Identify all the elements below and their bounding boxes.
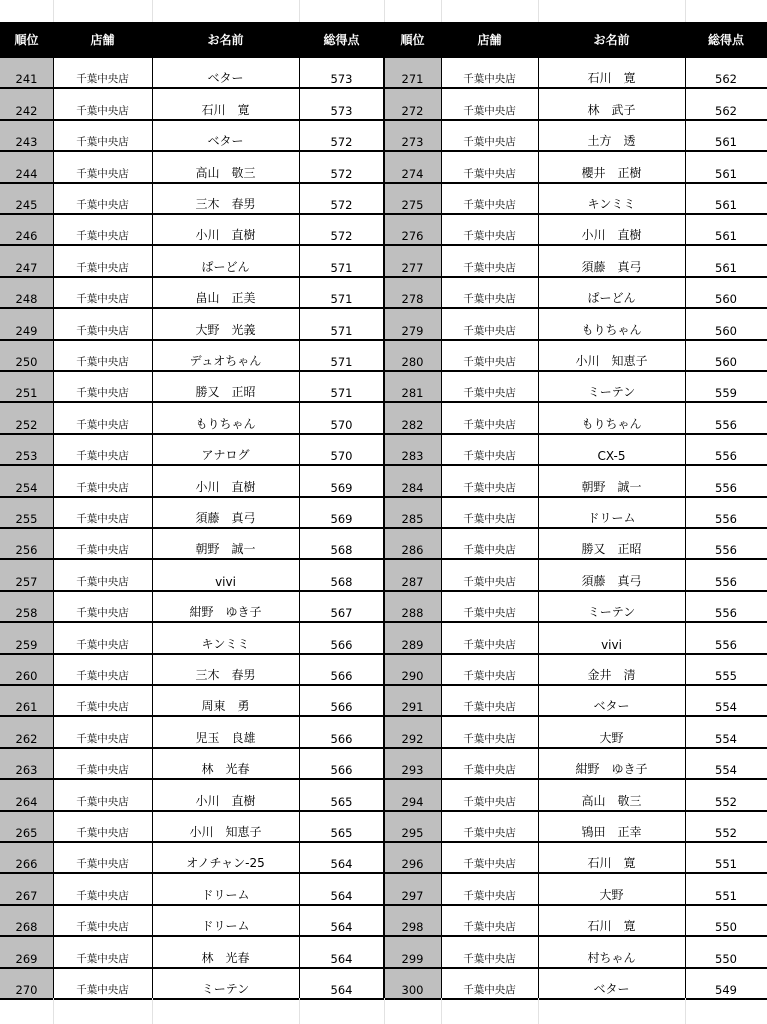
name-cell: CX-5 — [597, 449, 626, 464]
score-cell: 556 — [715, 637, 737, 652]
store-cell: 千葉中央店 — [76, 261, 129, 274]
store-cell: 千葉中央店 — [463, 669, 516, 682]
column-divider — [441, 58, 442, 998]
store-cell: 千葉中央店 — [463, 983, 516, 996]
rank-cell: 287 — [384, 560, 441, 591]
rank-cell: 290 — [384, 655, 441, 686]
store-cell: 千葉中央店 — [76, 418, 129, 431]
name-cell: 石川 寛 — [587, 71, 636, 86]
name-cell: 大野 — [599, 887, 624, 902]
score-cell: 561 — [715, 260, 737, 275]
name-cell: アナログ — [201, 448, 250, 463]
store-cell: 千葉中央店 — [463, 198, 516, 211]
store-cell: 千葉中央店 — [463, 104, 516, 117]
rank-cell: 289 — [384, 623, 441, 654]
rank-cell: 267 — [0, 874, 53, 905]
score-cell: 566 — [330, 700, 353, 715]
score-cell: 561 — [715, 197, 737, 212]
name-cell: ぱーどん — [587, 291, 636, 306]
name-cell: 小川 直樹 — [195, 479, 256, 494]
score-cell: 555 — [715, 668, 737, 683]
name-cell: vivi — [601, 637, 622, 652]
score-cell: 562 — [715, 103, 737, 118]
name-cell: キンミミ — [587, 196, 636, 211]
score-cell: 564 — [330, 920, 353, 935]
column-divider — [152, 58, 153, 998]
rank-cell: 296 — [384, 843, 441, 874]
score-cell: 556 — [715, 417, 737, 432]
store-cell: 千葉中央店 — [76, 795, 129, 808]
rank-cell: 274 — [384, 152, 441, 183]
store-cell: 千葉中央店 — [463, 826, 516, 839]
spreadsheet-grid-bottom — [0, 998, 767, 1024]
store-cell: 千葉中央店 — [463, 952, 516, 965]
name-cell: 勝又 正昭 — [195, 385, 256, 400]
rank-cell: 256 — [0, 529, 53, 560]
score-cell: 571 — [330, 260, 353, 275]
name-cell: 小川 直樹 — [581, 228, 642, 243]
rank-cell: 299 — [384, 937, 441, 968]
store-cell: 千葉中央店 — [463, 324, 516, 337]
score-cell: 568 — [330, 543, 353, 558]
rank-cell: 275 — [384, 184, 441, 215]
rank-cell: 300 — [384, 969, 441, 1000]
store-cell: 千葉中央店 — [76, 324, 129, 337]
score-cell: 559 — [715, 386, 737, 401]
name-cell: 土方 透 — [587, 134, 636, 149]
name-cell: 小川 知恵子 — [189, 824, 262, 839]
store-cell: 千葉中央店 — [76, 669, 129, 682]
rank-cell: 282 — [384, 403, 441, 434]
rank-cell: 280 — [384, 341, 441, 372]
store-cell: 千葉中央店 — [463, 889, 516, 902]
rank-cell: 254 — [0, 466, 53, 497]
store-cell: 千葉中央店 — [76, 607, 129, 620]
name-cell: ドリーム — [201, 919, 250, 934]
store-cell: 千葉中央店 — [76, 355, 129, 368]
store-cell: 千葉中央店 — [76, 858, 129, 871]
rank-cell: 250 — [0, 341, 53, 372]
score-cell: 561 — [715, 229, 737, 244]
name-cell: ベター — [593, 699, 630, 714]
name-cell: 金井 清 — [587, 667, 636, 682]
store-cell: 千葉中央店 — [463, 795, 516, 808]
header-name: お名前 — [593, 33, 630, 47]
score-cell: 554 — [715, 700, 737, 715]
name-cell: 須藤 真弓 — [581, 259, 642, 274]
score-cell: 554 — [715, 763, 737, 778]
store-cell: 千葉中央店 — [463, 73, 516, 86]
score-cell: 561 — [715, 166, 737, 181]
score-cell: 568 — [330, 574, 353, 589]
header-rank: 順位 — [14, 33, 39, 47]
rank-cell: 266 — [0, 843, 53, 874]
store-cell: 千葉中央店 — [76, 638, 129, 651]
rank-cell: 269 — [0, 937, 53, 968]
score-cell: 564 — [330, 951, 353, 966]
score-cell: 571 — [330, 386, 353, 401]
score-cell: 556 — [715, 574, 737, 589]
score-cell: 567 — [330, 606, 353, 621]
store-cell: 千葉中央店 — [463, 575, 516, 588]
store-cell: 千葉中央店 — [76, 826, 129, 839]
store-cell: 千葉中央店 — [463, 261, 516, 274]
store-cell: 千葉中央店 — [463, 512, 516, 525]
score-cell: 554 — [715, 731, 737, 746]
rank-cell: 294 — [384, 780, 441, 811]
name-cell: 高山 敬三 — [581, 793, 642, 808]
score-cell: 572 — [330, 135, 353, 150]
name-cell: もりちゃん — [581, 416, 642, 431]
rank-cell: 284 — [384, 466, 441, 497]
score-cell: 552 — [715, 825, 737, 840]
score-cell: 573 — [330, 103, 353, 118]
header-score: 総得点 — [707, 33, 744, 47]
rank-cell: 265 — [0, 812, 53, 843]
score-cell: 556 — [715, 511, 737, 526]
rank-cell: 268 — [0, 906, 53, 937]
name-cell: 櫻井 正樹 — [581, 165, 642, 180]
score-cell: 564 — [330, 857, 353, 872]
column-divider — [53, 58, 54, 998]
name-cell: 石川 寛 — [587, 856, 636, 871]
column-divider — [538, 58, 539, 998]
store-cell: 千葉中央店 — [463, 230, 516, 243]
rank-cell: 259 — [0, 623, 53, 654]
store-cell: 千葉中央店 — [463, 355, 516, 368]
name-cell: 村ちゃん — [587, 950, 636, 965]
score-cell: 564 — [330, 888, 353, 903]
store-cell: 千葉中央店 — [463, 858, 516, 871]
store-cell: 千葉中央店 — [463, 450, 516, 463]
store-cell: 千葉中央店 — [76, 230, 129, 243]
store-cell: 千葉中央店 — [76, 481, 129, 494]
store-cell: 千葉中央店 — [76, 732, 129, 745]
rank-cell: 293 — [384, 749, 441, 780]
name-cell: 朝野 誠一 — [195, 542, 256, 557]
store-cell: 千葉中央店 — [76, 450, 129, 463]
score-cell: 550 — [715, 920, 737, 935]
name-cell: もりちゃん — [581, 322, 642, 337]
name-cell: 周東 勇 — [201, 699, 250, 714]
rank-cell: 260 — [0, 655, 53, 686]
store-cell: 千葉中央店 — [76, 921, 129, 934]
rank-cell: 264 — [0, 780, 53, 811]
rank-cell: 242 — [0, 89, 53, 120]
rank-cell: 283 — [384, 435, 441, 466]
header-store: 店舗 — [90, 33, 115, 47]
score-cell: 566 — [330, 637, 353, 652]
rank-cell: 241 — [0, 58, 53, 89]
rank-cell: 246 — [0, 215, 53, 246]
name-cell: 小川 知恵子 — [575, 353, 648, 368]
rank-cell: 271 — [384, 58, 441, 89]
score-cell: 550 — [715, 951, 737, 966]
rank-cell: 255 — [0, 498, 53, 529]
store-cell: 千葉中央店 — [463, 387, 516, 400]
spreadsheet-grid-top — [0, 0, 767, 22]
rank-cell: 262 — [0, 717, 53, 748]
store-cell: 千葉中央店 — [76, 387, 129, 400]
store-cell: 千葉中央店 — [463, 293, 516, 306]
name-cell: 林 武子 — [587, 102, 636, 117]
name-cell: 畠山 正美 — [195, 291, 256, 306]
store-cell: 千葉中央店 — [463, 481, 516, 494]
name-cell: 林 光春 — [201, 950, 250, 965]
rank-cell: 276 — [384, 215, 441, 246]
store-cell: 千葉中央店 — [76, 136, 129, 149]
score-cell: 570 — [330, 417, 353, 432]
name-cell: 石川 寛 — [587, 919, 636, 934]
score-cell: 571 — [330, 323, 353, 338]
store-cell: 千葉中央店 — [463, 418, 516, 431]
store-cell: 千葉中央店 — [76, 544, 129, 557]
rank-cell: 277 — [384, 246, 441, 277]
rank-cell: 272 — [384, 89, 441, 120]
store-cell: 千葉中央店 — [463, 732, 516, 745]
rank-cell: 298 — [384, 906, 441, 937]
name-cell: 勝又 正昭 — [581, 542, 642, 557]
store-cell: 千葉中央店 — [76, 701, 129, 714]
store-cell: 千葉中央店 — [76, 952, 129, 965]
name-cell: キンミミ — [201, 636, 250, 651]
score-cell: 569 — [330, 511, 353, 526]
store-cell: 千葉中央店 — [76, 512, 129, 525]
store-cell: 千葉中央店 — [76, 293, 129, 306]
score-cell: 572 — [330, 166, 353, 181]
score-cell: 556 — [715, 543, 737, 558]
score-cell: 569 — [330, 480, 353, 495]
rank-cell: 253 — [0, 435, 53, 466]
store-cell: 千葉中央店 — [76, 575, 129, 588]
rank-cell: 288 — [384, 592, 441, 623]
name-cell: ミーテン — [201, 981, 250, 996]
score-cell: 566 — [330, 731, 353, 746]
name-cell: 石川 寛 — [201, 102, 250, 117]
store-cell: 千葉中央店 — [76, 73, 129, 86]
store-cell: 千葉中央店 — [463, 136, 516, 149]
name-cell: 児玉 良雄 — [195, 730, 256, 745]
score-cell: 564 — [330, 982, 353, 997]
name-cell: ドリーム — [587, 510, 636, 525]
score-cell: 571 — [330, 292, 353, 307]
score-cell: 560 — [715, 292, 737, 307]
name-cell: vivi — [215, 574, 236, 589]
score-cell: 566 — [330, 763, 353, 778]
name-cell: ぱーどん — [201, 259, 250, 274]
score-cell: 556 — [715, 480, 737, 495]
rank-cell: 243 — [0, 121, 53, 152]
rank-cell: 258 — [0, 592, 53, 623]
name-cell: ドリーム — [201, 887, 250, 902]
rank-cell: 286 — [384, 529, 441, 560]
rank-cell: 292 — [384, 717, 441, 748]
name-cell: もりちゃん — [195, 416, 256, 431]
rank-cell: 295 — [384, 812, 441, 843]
name-cell: 林 光春 — [201, 762, 250, 777]
rank-cell: 297 — [384, 874, 441, 905]
score-cell: 560 — [715, 323, 737, 338]
header-name: お名前 — [207, 33, 244, 47]
name-cell: ミーテン — [587, 385, 636, 400]
score-cell: 561 — [715, 135, 737, 150]
store-cell: 千葉中央店 — [76, 764, 129, 777]
store-cell: 千葉中央店 — [76, 104, 129, 117]
rank-cell: 279 — [384, 309, 441, 340]
rank-cell: 261 — [0, 686, 53, 717]
score-cell: 560 — [715, 354, 737, 369]
score-cell: 549 — [715, 982, 737, 997]
score-cell: 570 — [330, 449, 353, 464]
name-cell: ベター — [207, 134, 244, 149]
store-cell: 千葉中央店 — [463, 921, 516, 934]
store-cell: 千葉中央店 — [463, 701, 516, 714]
rank-cell: 291 — [384, 686, 441, 717]
header-store: 店舗 — [477, 33, 502, 47]
store-cell: 千葉中央店 — [76, 983, 129, 996]
name-cell: 紺野 ゆき子 — [575, 762, 648, 777]
name-cell: 大野 — [599, 730, 624, 745]
score-cell: 572 — [330, 229, 353, 244]
rank-cell: 251 — [0, 372, 53, 403]
rank-cell: 247 — [0, 246, 53, 277]
rank-cell: 249 — [0, 309, 53, 340]
store-cell: 千葉中央店 — [463, 544, 516, 557]
rank-cell: 278 — [384, 278, 441, 309]
name-cell: ベター — [593, 981, 630, 996]
store-cell: 千葉中央店 — [463, 638, 516, 651]
name-cell: 小川 直樹 — [195, 793, 256, 808]
store-cell: 千葉中央店 — [76, 889, 129, 902]
table-header — [0, 22, 767, 58]
column-divider — [685, 58, 686, 998]
column-divider — [299, 58, 300, 998]
name-cell: 須藤 真弓 — [581, 573, 642, 588]
name-cell: 大野 光義 — [195, 322, 256, 337]
rank-cell: 281 — [384, 372, 441, 403]
name-cell: ベター — [207, 71, 244, 86]
store-cell: 千葉中央店 — [463, 167, 516, 180]
rank-cell: 263 — [0, 749, 53, 780]
store-cell: 千葉中央店 — [76, 167, 129, 180]
score-cell: 556 — [715, 449, 737, 464]
score-cell: 572 — [330, 197, 353, 212]
score-cell: 562 — [715, 72, 737, 87]
score-cell: 565 — [330, 794, 353, 809]
column-divider — [383, 58, 385, 998]
rank-cell: 252 — [0, 403, 53, 434]
name-cell: 高山 敬三 — [195, 165, 256, 180]
name-cell: 紺野 ゆき子 — [189, 605, 262, 620]
rank-cell: 244 — [0, 152, 53, 183]
rank-cell: 273 — [384, 121, 441, 152]
score-cell: 552 — [715, 794, 737, 809]
name-cell: 三木 春男 — [195, 196, 256, 211]
name-cell: 朝野 誠一 — [581, 479, 642, 494]
score-cell: 565 — [330, 825, 353, 840]
name-cell: 須藤 真弓 — [195, 510, 256, 525]
header-score: 総得点 — [323, 33, 360, 47]
name-cell: 三木 春男 — [195, 667, 256, 682]
rank-cell: 285 — [384, 498, 441, 529]
rank-cell: 245 — [0, 184, 53, 215]
score-cell: 551 — [715, 888, 737, 903]
name-cell: デュオちゃん — [189, 353, 262, 368]
store-cell: 千葉中央店 — [76, 198, 129, 211]
score-cell: 566 — [330, 668, 353, 683]
rank-cell: 270 — [0, 969, 53, 1000]
name-cell: 鴇田 正幸 — [581, 824, 642, 839]
rank-cell: 248 — [0, 278, 53, 309]
rank-cell: 257 — [0, 560, 53, 591]
store-cell: 千葉中央店 — [463, 764, 516, 777]
name-cell: オノチャン-25 — [186, 856, 265, 871]
store-cell: 千葉中央店 — [463, 607, 516, 620]
name-cell: ミーテン — [587, 605, 636, 620]
score-cell: 573 — [330, 72, 353, 87]
name-cell: 小川 直樹 — [195, 228, 256, 243]
score-cell: 571 — [330, 354, 353, 369]
header-rank: 順位 — [400, 33, 425, 47]
score-cell: 551 — [715, 857, 737, 872]
score-cell: 556 — [715, 606, 737, 621]
